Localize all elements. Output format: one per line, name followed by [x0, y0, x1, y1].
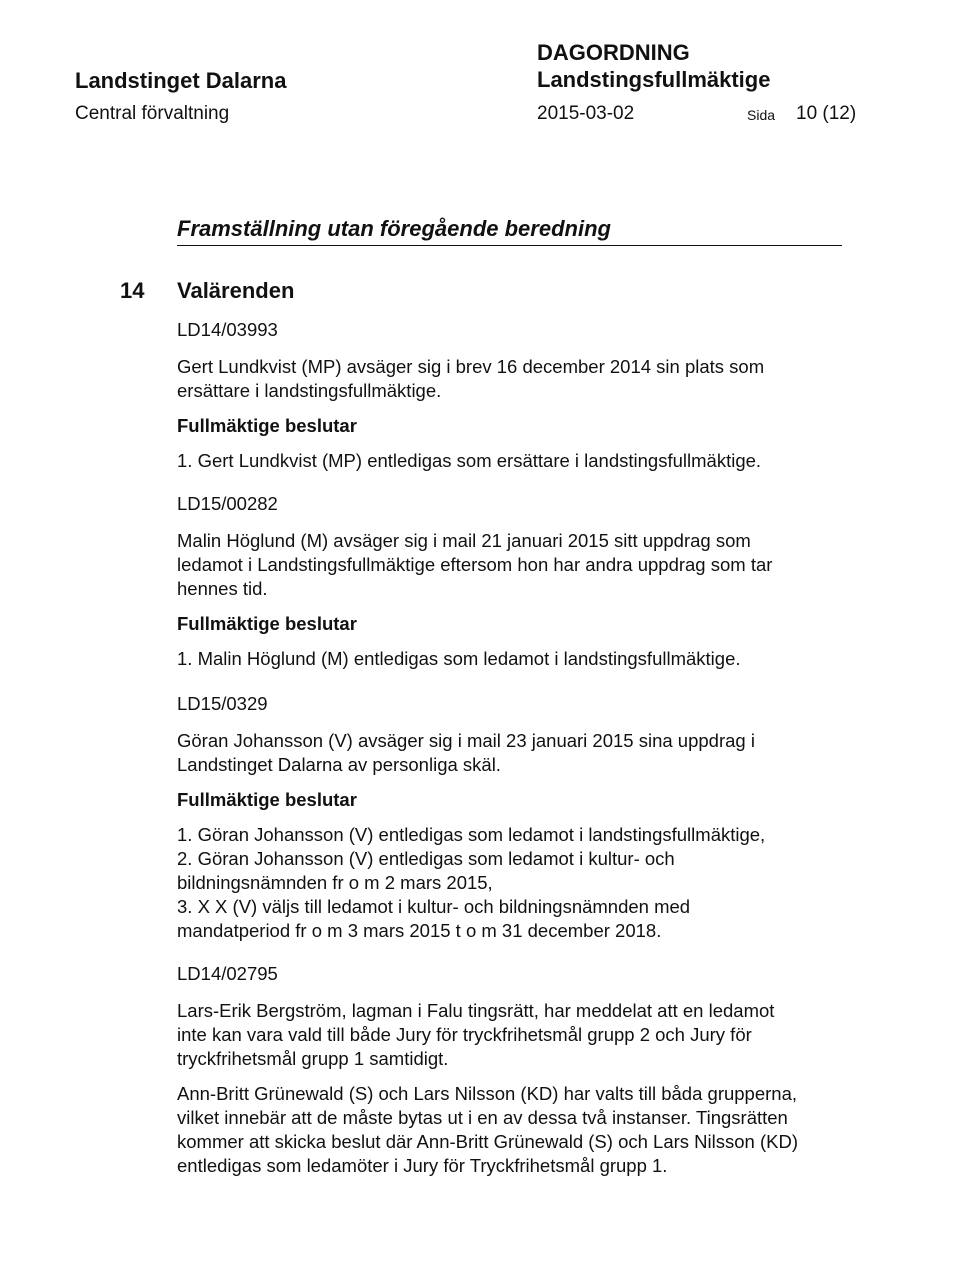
case-reference: LD14/03993	[177, 319, 278, 340]
case-description	[177, 355, 857, 403]
text-line: Lars-Erik Bergström, lagman i Falu tingsrätt, har meddelat att en ledamot	[177, 1000, 775, 1021]
decision-heading: Fullmäktige beslutar	[177, 415, 357, 436]
text-line: Landstinget Dalarna av personliga skäl.	[177, 754, 501, 775]
decision-item: mandatperiod fr o m 3 mars 2015 t o m 31 december 2018.	[177, 920, 662, 941]
case-description	[177, 999, 857, 1071]
item-number: 14	[120, 278, 145, 303]
page-label: Sida	[747, 107, 776, 123]
text-line: Ann-Britt Grünewald (S) och Lars Nilsson (KD) har valts till båda grupperna,	[177, 1083, 798, 1104]
text-line: tryckfrihetsmål grupp 1 samtidigt.	[177, 1048, 449, 1069]
decision-item: 2. Göran Johansson (V) entledigas som ledamot i kultur- och	[177, 848, 675, 869]
text-line: vilket innebär att de måste bytas ut i en av dessa två instanser. Tingsrätten	[177, 1107, 788, 1128]
case-block	[177, 492, 857, 671]
text-line: kommer att skicka beslut där Ann-Britt Grünewald (S) och Lars Nilsson (KD)	[177, 1131, 798, 1152]
decision-heading: Fullmäktige beslutar	[177, 613, 357, 634]
text-line: Gert Lundkvist (MP) avsäger sig i brev 16 december 2014 sin plats som	[177, 356, 765, 377]
case-description	[177, 1082, 857, 1178]
decision-item: bildningsnämnden fr o m 2 mars 2015,	[177, 872, 493, 893]
decision-item: 3. X X (V) väljs till ledamot i kultur- och bildningsnämnden med	[177, 896, 691, 917]
decision-item: 1. Göran Johansson (V) entledigas som ledamot i landstingsfullmäktige,	[177, 824, 766, 845]
text-line: Malin Höglund (M) avsäger sig i mail 21 januari 2015 sitt uppdrag som	[177, 530, 751, 551]
item-title: Valärenden	[177, 278, 295, 303]
decision-item: 1. Gert Lundkvist (MP) entledigas som ersättare i landstingsfullmäktige.	[177, 450, 762, 471]
case-block	[177, 962, 857, 1189]
case-block	[177, 692, 857, 943]
organization-unit: Central förvaltning	[75, 103, 230, 124]
case-block	[177, 318, 857, 473]
case-description	[177, 529, 857, 601]
text-line: entledigas som ledamöter i Jury för Tryckfrihetsmål grupp 1.	[177, 1155, 668, 1176]
page-number: 10 (12)	[796, 103, 857, 124]
section-heading: Framställning utan föregående beredning	[177, 216, 842, 246]
case-reference: LD14/02795	[177, 963, 278, 984]
document-body: Landstingsfullmäktige	[537, 67, 771, 92]
document-date: 2015-03-02	[537, 103, 635, 124]
organization-name: Landstinget Dalarna	[75, 68, 287, 93]
text-line: ledamot i Landstingsfullmäktige eftersom hon har andra uppdrag som tar	[177, 554, 773, 575]
decision-heading: Fullmäktige beslutar	[177, 789, 357, 810]
text-line: Göran Johansson (V) avsäger sig i mail 23 januari 2015 sina uppdrag i	[177, 730, 755, 751]
text-line: inte kan vara vald till både Jury för tryckfrihetsmål grupp 2 och Jury för	[177, 1024, 752, 1045]
case-description	[177, 729, 857, 777]
text-line: hennes tid.	[177, 578, 268, 599]
text-line: ersättare i landstingsfullmäktige.	[177, 380, 442, 401]
document-type: DAGORDNING	[537, 40, 690, 65]
case-reference: LD15/0329	[177, 693, 268, 714]
case-reference: LD15/00282	[177, 493, 278, 514]
decision-item: 1. Malin Höglund (M) entledigas som ledamot i landstingsfullmäktige.	[177, 648, 741, 669]
